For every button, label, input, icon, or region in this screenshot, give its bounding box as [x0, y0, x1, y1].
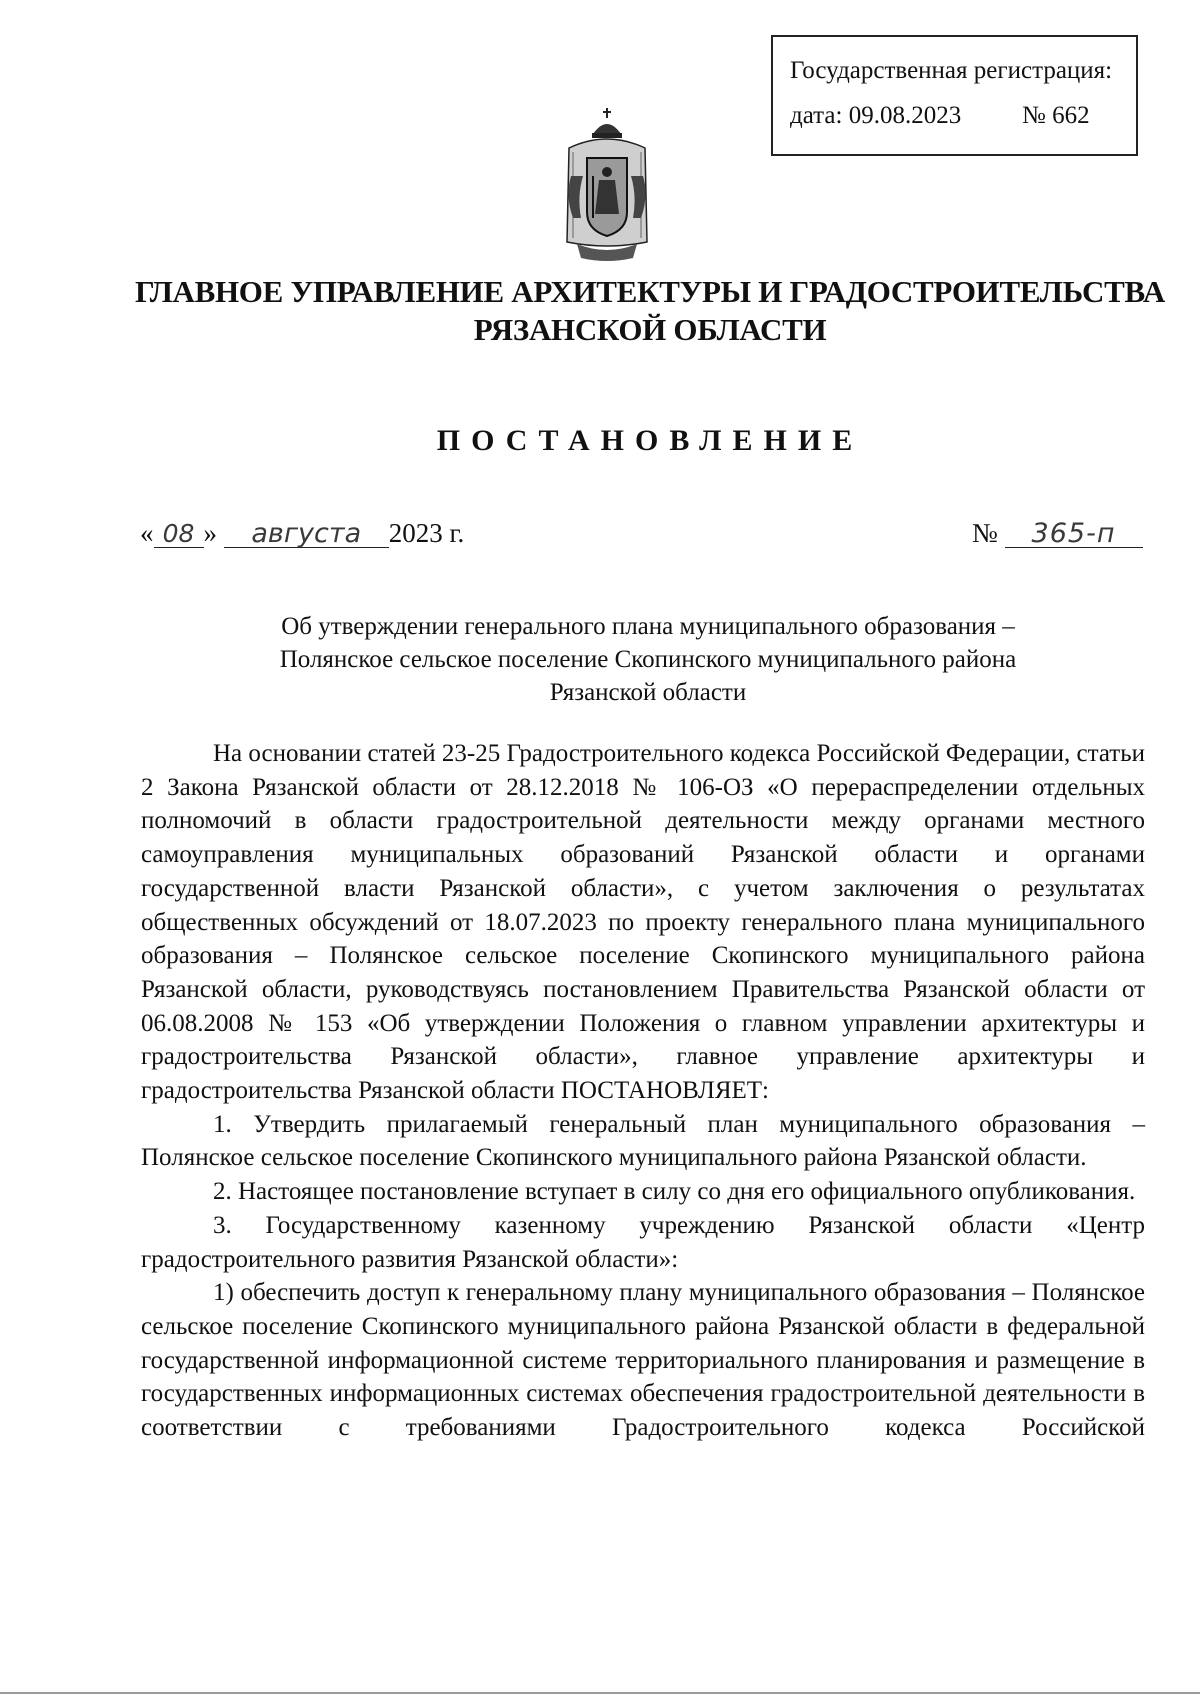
item-2-paragraph: 2. Настоящее постановление вступает в силу со дня его официального опубликования.	[213, 1178, 1136, 1206]
coat-of-arms-icon	[563, 106, 651, 264]
date-year: 2023 г.	[388, 518, 465, 548]
registration-date: дата: 09.08.2023	[790, 102, 962, 129]
item-3-1-paragraph: 1) обеспечить доступ к генеральному плану муниципального образования – Полянское сельское поселение Скопинского муниципального района Рязанской области в федеральной государственной информационной системе территориального планирования и размещение в государственных информационных системах обеспечения градостроительной деятельности в соответствии с требованиями Градостроительного кодекса Российской	[141, 1279, 1145, 1442]
document-date	[140, 518, 464, 549]
subject-line-1: Об утверждении генерального плана муниципального образования –	[281, 613, 1015, 640]
document-subject	[150, 610, 1146, 709]
organization-line-2: РЯЗАНСКОЙ ОБЛАСТИ	[473, 312, 827, 347]
organization-line-1: ГЛАВНОЕ УПРАВЛЕНИЕ АРХИТЕКТУРЫ И ГРАДОСТРОИТЕЛЬСТВА	[134, 274, 1165, 309]
item-3-paragraph: 3. Государственному казенному учреждению Рязанской области «Центр градостроительного развития Рязанской области»:	[141, 1211, 1145, 1273]
date-close-quote: »	[203, 518, 217, 548]
date-day: 08	[154, 521, 204, 548]
subject-line-2: Полянское сельское поселение Скопинского муниципального района	[279, 646, 1017, 673]
organization-name	[100, 273, 1200, 349]
subject-line-3: Рязанской области	[549, 679, 747, 706]
item-1-paragraph: 1. Утвердить прилагаемый генеральный план муниципального образования – Полянское сельское поселение Скопинского муниципального района Рязанской области.	[141, 1110, 1145, 1172]
page-bottom-edge	[0, 1692, 1200, 1694]
preamble-paragraph: На основании статей 23-25 Градостроительного кодекса Российской Федерации, статьи 2 Закона Рязанской области от 28.12.2018 № 106-ОЗ «О перераспределении отдельных полномочий в области градостроительной деятельности между органами местного самоуправления муниципальных образований Рязанской области и органами государственной власти Рязанской области», с учетом заключения о результатах общественных обсуждений от 18.07.2023 по проекту генерального плана муниципального образования – Полянское сельское поселение Скопинского муниципального района Рязанской области, руководствуясь постановлением Правительства Рязанской области от 06.08.2008 № 153 «Об утверждении Положения о главном управлении архитектуры и градостроительства Рязанской области», главное управление архитектуры и градостроительства Рязанской области ПОСТАНОВЛЯЕТ:	[141, 740, 1145, 1105]
document-type: ПОСТАНОВЛЕНИЕ	[436, 424, 864, 457]
registration-title: Государственная регистрация:	[790, 57, 1113, 84]
registration-row	[790, 102, 1136, 130]
number-value: 365-п	[1005, 521, 1143, 548]
date-open-quote: «	[140, 518, 154, 548]
registration-stamp	[771, 35, 1138, 156]
registration-number: № 662	[1022, 102, 1090, 129]
number-prefix: №	[972, 518, 998, 548]
document-number	[972, 518, 1143, 549]
document-body	[141, 737, 1145, 1445]
date-month: августа	[224, 521, 389, 548]
